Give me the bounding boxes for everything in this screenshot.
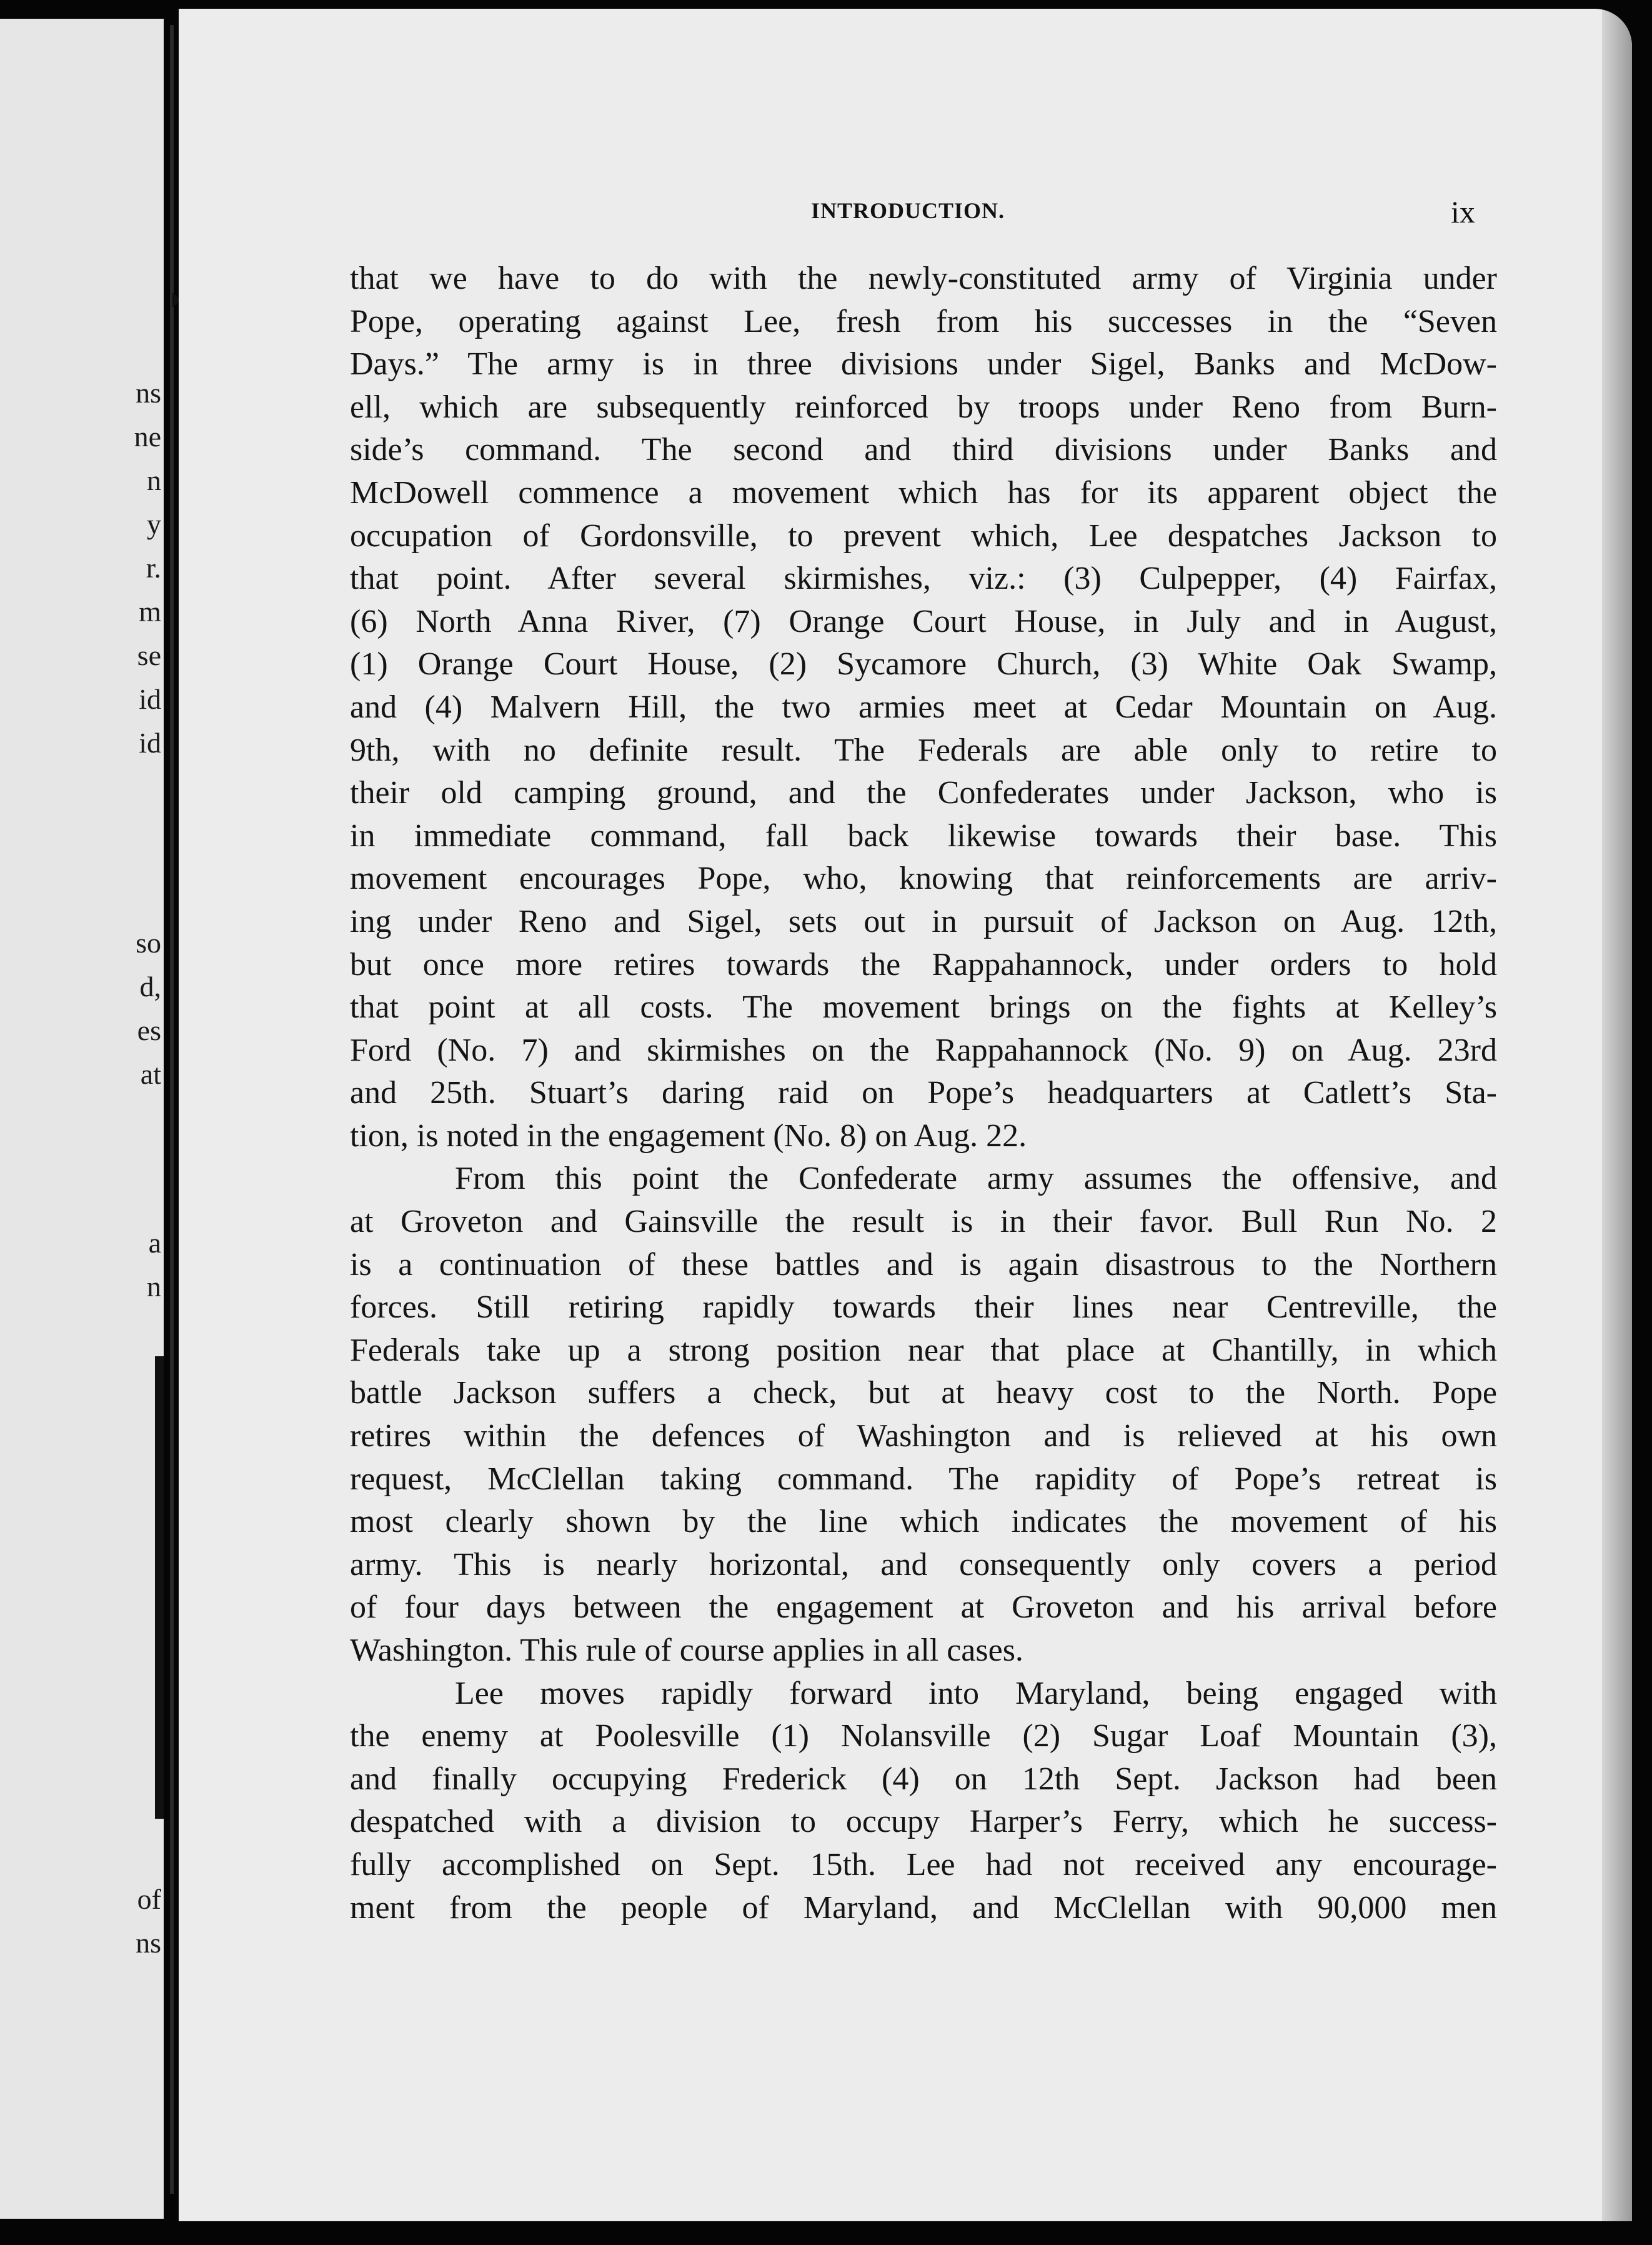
text-line: their old camping ground, and the Confederates under Jackson, who is [350, 775, 1497, 811]
text-line: side’s command. The second and third divisions under Banks and [350, 432, 1497, 468]
text-line: ell, which are subsequently reinforced by troops under Reno from Burn- [350, 389, 1497, 425]
text-line: that point at all costs. The movement brings on the fights at Kelley’s [350, 989, 1497, 1026]
text-line: retires within the defences of Washington and is relieved at his own [350, 1418, 1497, 1454]
facing-page-box-edge [155, 1356, 164, 1819]
text-line: occupation of Gordonsville, to prevent which, Lee despatches Jackson to [350, 518, 1497, 554]
facing-page-fragment [0, 19, 164, 2219]
facing-page-text: ne [134, 421, 161, 452]
facing-page-text: ns [136, 377, 161, 409]
page-number: ix [1451, 194, 1475, 229]
book-page [179, 9, 1632, 2221]
text-line: at Groveton and Gainsville the result is in their favor. Bull Run No. 2 [350, 1204, 1497, 1240]
paragraph-start-line: Lee moves rapidly forward into Maryland, being engaged with [455, 1675, 1497, 1711]
paragraph-start-line: From this point the Confederate army assumes the offensive, and [455, 1161, 1497, 1197]
facing-page-text: n [147, 1271, 161, 1302]
text-line: McDowell commence a movement which has for its apparent object the [350, 474, 1497, 511]
page-header [179, 194, 1632, 235]
text-line: Days.” The army is in three divisions under Sigel, Banks and McDow- [350, 346, 1497, 382]
text-line: and finally occupying Frederick (4) on 12th Sept. Jackson had been [350, 1761, 1497, 1797]
text-line: but once more retires towards the Rappahannock, under orders to hold [350, 946, 1497, 982]
facing-page-text: n [147, 464, 161, 496]
text-line: Pope, operating against Lee, fresh from his successes in the “Seven [350, 303, 1497, 339]
facing-page-text: r. [146, 552, 161, 584]
facing-page-text: y [147, 508, 161, 540]
page-edge-shadow [1602, 9, 1632, 2221]
text-line: Federals take up a strong position near that place at Chantilly, in which [350, 1332, 1497, 1368]
text-line: that we have to do with the newly-constituted army of Virginia under [350, 261, 1497, 296]
text-line: (1) Orange Court House, (2) Sycamore Church, (3) White Oak Swamp, [350, 646, 1497, 682]
text-line: Ford (No. 7) and skirmishes on the Rappahannock (No. 9) on Aug. 23rd [350, 1032, 1497, 1068]
facing-page-text: se [137, 639, 161, 671]
text-line: is a continuation of these battles and is again disastrous to the Northern [350, 1246, 1497, 1282]
facing-page-text: so [136, 927, 161, 959]
text-line: in immediate command, fall back likewise towards their base. This [350, 818, 1497, 854]
binding-gutter [170, 25, 174, 2194]
text-line: (6) North Anna River, (7) Orange Court House, in July and in August, [350, 603, 1497, 639]
text-line: that point. After several skirmishes, viz.: (3) Culpepper, (4) Fairfax, [350, 561, 1497, 597]
text-line: Washington. This rule of course applies in all cases. [350, 1632, 1023, 1668]
facing-page-text: m [139, 596, 161, 628]
text-line: fully accomplished on Sept. 15th. Lee had not received any encourage- [350, 1846, 1497, 1882]
text-line: the enemy at Poolesville (1) Nolansville (2) Sugar Loaf Mountain (3), [350, 1718, 1497, 1754]
facing-page-text: id [139, 727, 161, 759]
text-line: ment from the people of Maryland, and McClellan with 90,000 men [350, 1889, 1497, 1926]
facing-page-text: id [139, 683, 161, 715]
text-line: movement encourages Pope, who, knowing that reinforcements are arriv- [350, 861, 1497, 897]
facing-page-text: d, [139, 971, 161, 1002]
facing-page-text: es [137, 1014, 161, 1046]
body-text [350, 258, 1497, 1929]
text-line: forces. Still retiring rapidly towards their lines near Centreville, the [350, 1289, 1497, 1326]
text-line: of four days between the engagement at Groveton and his arrival before [350, 1589, 1497, 1626]
text-line: and (4) Malvern Hill, the two armies meet at Cedar Mountain on Aug. [350, 689, 1497, 725]
text-line: tion, is noted in the engagement (No. 8) on Aug. 22. [350, 1118, 1027, 1154]
text-line: despatched with a division to occupy Harper’s Ferry, which he success- [350, 1804, 1497, 1840]
text-line: 9th, with no definite result. The Federals are able only to retire to [350, 732, 1497, 768]
facing-page-text: ns [136, 1927, 161, 1959]
text-line: ing under Reno and Sigel, sets out in pursuit of Jackson on Aug. 12th, [350, 903, 1497, 939]
facing-page-text: of [137, 1883, 161, 1915]
text-line: army. This is nearly horizontal, and consequently only covers a period [350, 1546, 1497, 1582]
text-line: battle Jackson suffers a check, but at heavy cost to the North. Pope [350, 1375, 1497, 1411]
text-line: most clearly shown by the line which indicates the movement of his [350, 1504, 1497, 1540]
text-line: and 25th. Stuart’s daring raid on Pope’s headquarters at Catlett’s Sta- [350, 1075, 1497, 1111]
running-head: INTRODUCTION. [811, 198, 1005, 223]
facing-page-text: at [140, 1058, 161, 1090]
facing-page-text: a [148, 1227, 161, 1259]
text-line: request, McClellan taking command. The rapidity of Pope’s retreat is [350, 1461, 1497, 1497]
